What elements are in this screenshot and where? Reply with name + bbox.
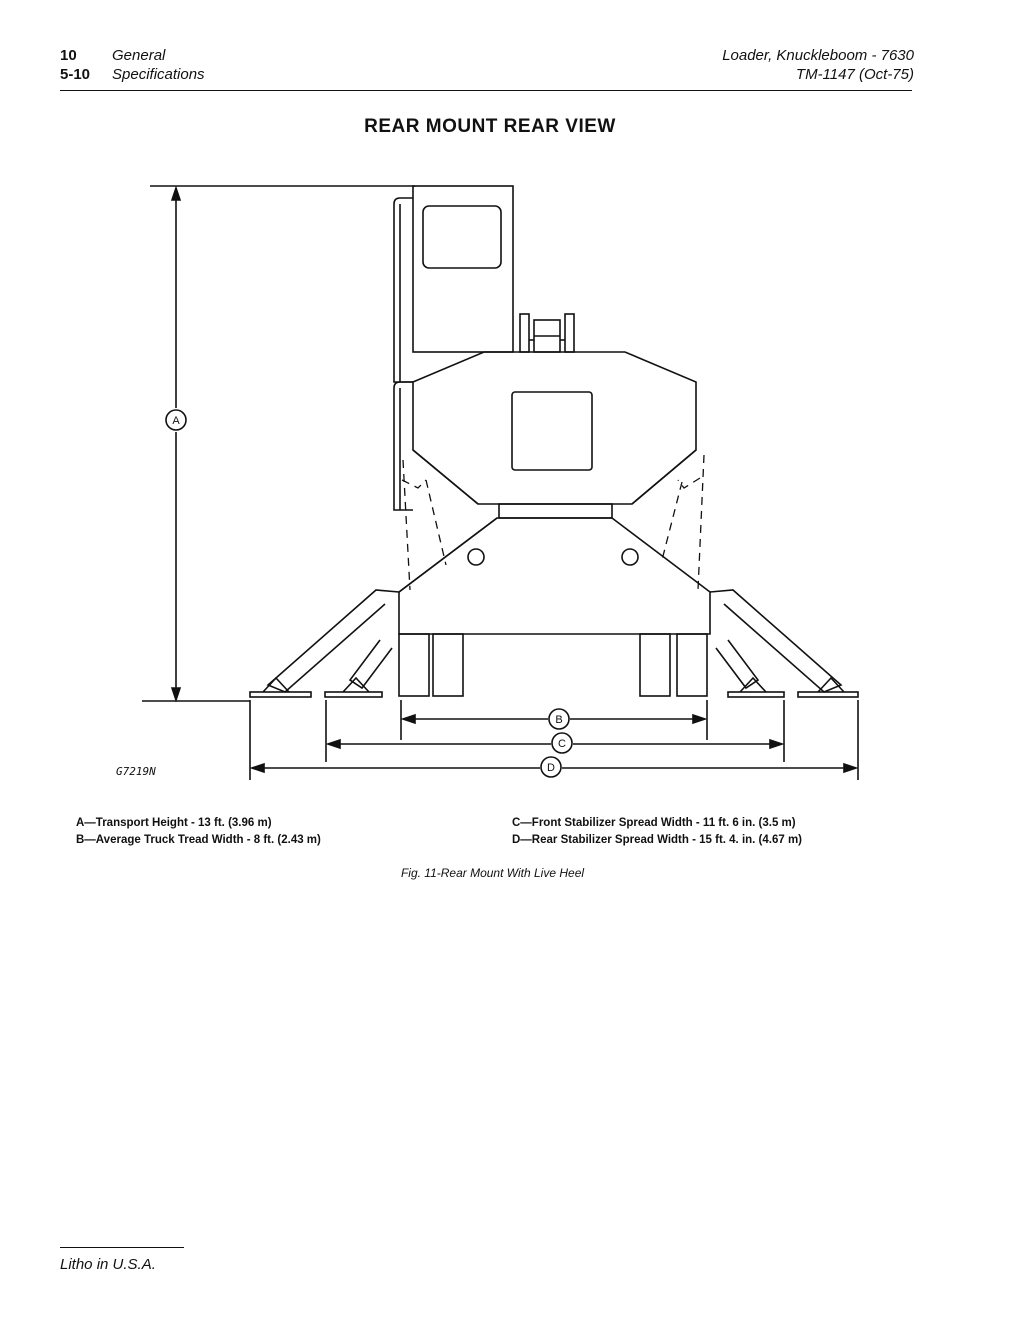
footer-rule bbox=[60, 1247, 184, 1248]
figure-code: G7219N bbox=[116, 765, 156, 778]
upper-housing bbox=[413, 352, 696, 504]
dimension-c bbox=[328, 733, 782, 753]
tires bbox=[399, 634, 707, 696]
dimension-legend-right bbox=[512, 815, 802, 849]
figure-caption: Fig. 11-Rear Mount With Live Heel bbox=[400, 866, 585, 880]
page-title: REAR MOUNT REAR VIEW bbox=[364, 116, 616, 137]
dimension-a bbox=[142, 186, 415, 701]
marker-b: B bbox=[555, 714, 563, 726]
section-name: General bbox=[112, 47, 166, 64]
dimension-legend-left bbox=[76, 815, 321, 849]
subsection-name: Specifications bbox=[112, 66, 205, 83]
dimension-d bbox=[252, 757, 856, 777]
legend-item-b: B—Average Truck Tread Width - 8 ft. (2.43 m) bbox=[76, 834, 321, 846]
legend-item-c: C—Front Stabilizer Spread Width - 11 ft. 6 in. (3.5 m) bbox=[512, 817, 796, 829]
manual-title: Loader, Knuckleboom - 7630 bbox=[722, 47, 914, 64]
dimension-b bbox=[403, 709, 705, 729]
boom-post bbox=[520, 314, 574, 352]
pedestal bbox=[399, 504, 710, 634]
legend-item-a: A—Transport Height - 13 ft. (3.96 m) bbox=[76, 817, 272, 829]
subsection-number: 5-10 bbox=[60, 66, 91, 83]
stabilizers bbox=[250, 590, 858, 697]
swing-outline bbox=[402, 455, 704, 590]
legend-item-d: D—Rear Stabilizer Spread Width - 15 ft. 4. in. (4.67 m) bbox=[512, 834, 803, 846]
marker-c: C bbox=[558, 738, 566, 750]
marker-a: A bbox=[172, 415, 180, 427]
footer-text: Litho in U.S.A. bbox=[60, 1256, 156, 1273]
operator-cab bbox=[394, 186, 513, 510]
section-number: 10 bbox=[60, 47, 77, 64]
manual-number: TM-1147 (Oct-75) bbox=[795, 66, 914, 83]
marker-d: D bbox=[547, 762, 555, 774]
